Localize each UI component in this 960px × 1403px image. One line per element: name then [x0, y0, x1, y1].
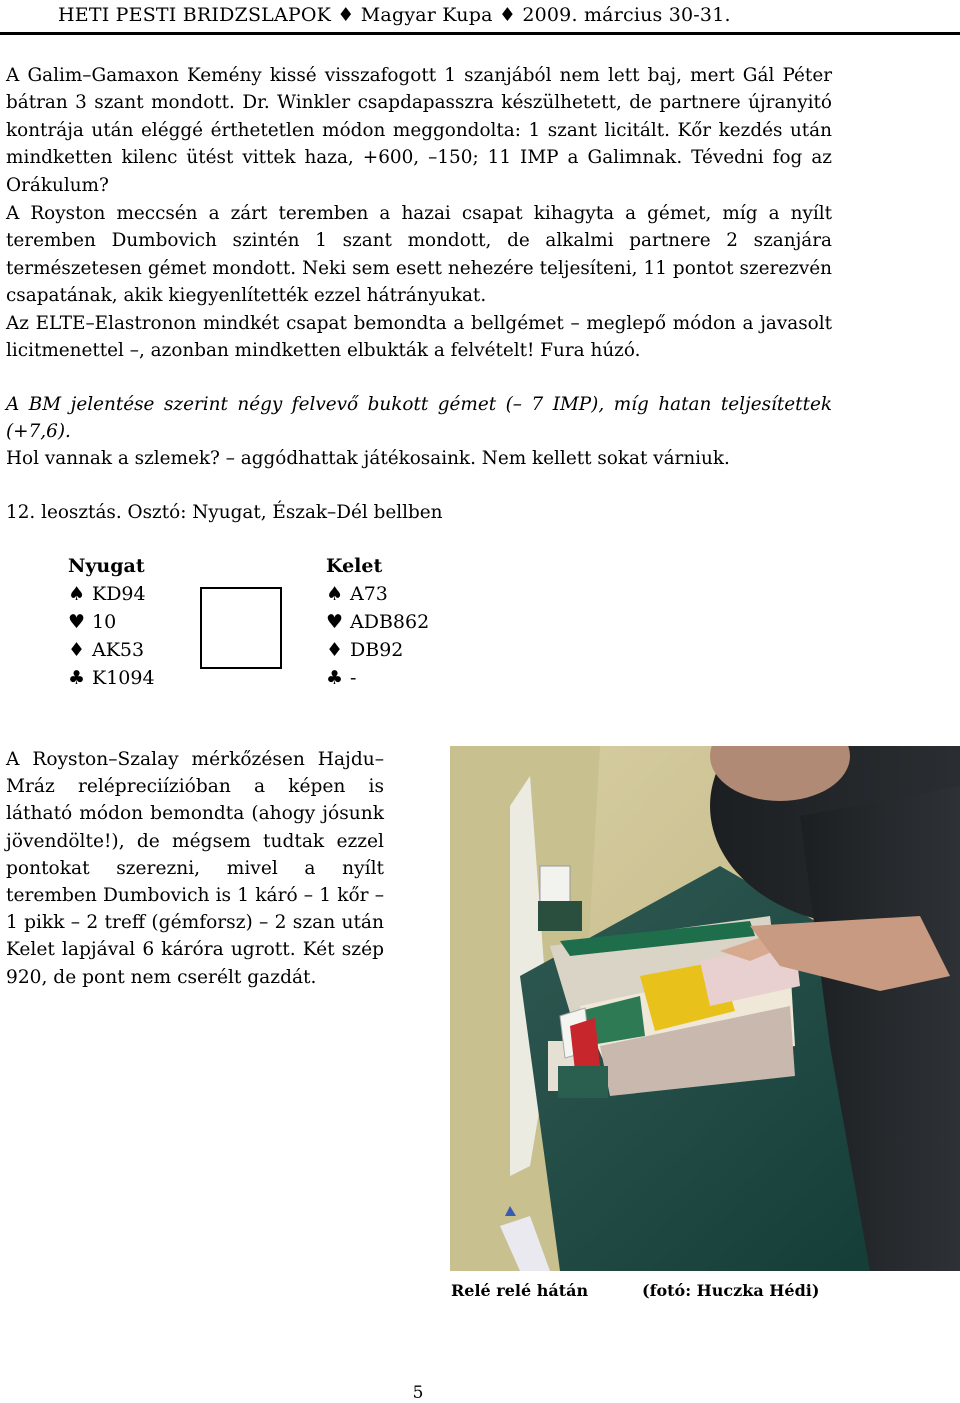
west-spade-cards: KD94: [92, 583, 146, 605]
club-icon: ♣: [326, 667, 344, 689]
bridge-photo: [450, 746, 960, 1271]
spade-icon: ♠: [326, 583, 344, 605]
paragraph-elte: Az ELTE–Elastronon mindkét csapat bemondta a bellgémet – meglepő módon a javasolt licitmenettel –, azonban mindketten elbukták a felvételt! Fura húzó.: [6, 313, 832, 362]
diamond-icon: ♦: [326, 639, 344, 661]
west-heart-cards: 10: [92, 611, 117, 633]
page-number: 5: [412, 1383, 424, 1403]
west-diamond-cards: AK53: [92, 639, 145, 661]
west-club-cards: K1094: [92, 667, 155, 689]
photo-credit: (fotó: Huczka Hédi): [642, 1281, 820, 1300]
running-header: HETI PESTI BRIDZSLAPOK ♦ Magyar Kupa ♦ 2009. március 30-31.: [58, 4, 731, 26]
east-hand: [326, 552, 486, 692]
east-heart-cards: ADB862: [350, 611, 430, 633]
header-rule: [0, 32, 960, 35]
photo-story-paragraph: A Royston–Szalay mérkőzésen Hajdu–Mráz relépreciízióban a képen is látható módon bemondta (ahogy jósunk jövendölte!), de mégsem tudtak ezzel pontokat szerezni, mivel a nyílt teremben Dumbovich is 1 káró – 1 kőr – 1 pikk – 2 treff (gémforsz) – 2 szan után Kelet lapjával 6 káróra ugrott. Két szép 920, de pont nem cserélt gazdát.: [6, 749, 384, 988]
heart-icon: ♥: [68, 611, 86, 633]
east-diamond-cards: DB92: [350, 639, 404, 661]
club-icon: ♣: [68, 667, 86, 689]
spade-icon: ♠: [68, 583, 86, 605]
west-title: Nyugat: [68, 555, 145, 577]
heart-icon: ♥: [326, 611, 344, 633]
paragraph-galim: A Galim–Gamaxon Kemény kissé visszafogott 1 szanjából nem lett baj, mert Gál Péter bátran 3 szant mondott. Dr. Winkler csapdapasszra készülhetett, de partnere újranyitó kontrája után eléggé érthetetlen módon meggondolta: 1 szant licitált. Kőr kezdés után mindketten kilenc ütést vittek haza, +600, –150; 11 IMP a Galimnak. Tévedni fog az Orákulum?: [6, 65, 832, 196]
east-hearts: [326, 608, 486, 636]
east-spade-cards: A73: [350, 583, 388, 605]
bridge-table-square: [200, 587, 282, 669]
paragraph-royston: A Royston meccsén a zárt teremben a hazai csapat kihagyta a gémet, míg a nyílt teremben Dumbovich szintén 1 szant mondott, de alkalmi partnere 2 szanjára természetesen gémet mondott. Neki sem esett nehezére teljesíteni, 11 pontot szerezvén csapatának, akik kiegyenlítették ezzel hátrányukat.: [6, 203, 832, 307]
east-club-cards: -: [350, 667, 357, 689]
bridge-photo-illustration: [450, 746, 960, 1271]
paragraph-slams: Hol vannak a szlemek? – aggódhattak játékosaink. Nem kellett sokat várniuk.: [6, 448, 730, 469]
paragraph-bm-report: A BM jelentése szerint négy felvevő bukott gémet (– 7 IMP), míg hatan teljesítettek (+7,6).: [6, 394, 832, 443]
photo-caption-title: Relé relé hátán: [451, 1281, 589, 1300]
diamond-icon: ♦: [68, 639, 86, 661]
east-title: Kelet: [326, 555, 383, 577]
east-diamonds: [326, 636, 486, 664]
east-spades: [326, 580, 486, 608]
board-heading: 12. leosztás. Osztó: Nyugat, Észak–Dél bellben: [6, 502, 443, 523]
deal-diagram: [0, 552, 600, 702]
east-clubs: [326, 664, 486, 692]
